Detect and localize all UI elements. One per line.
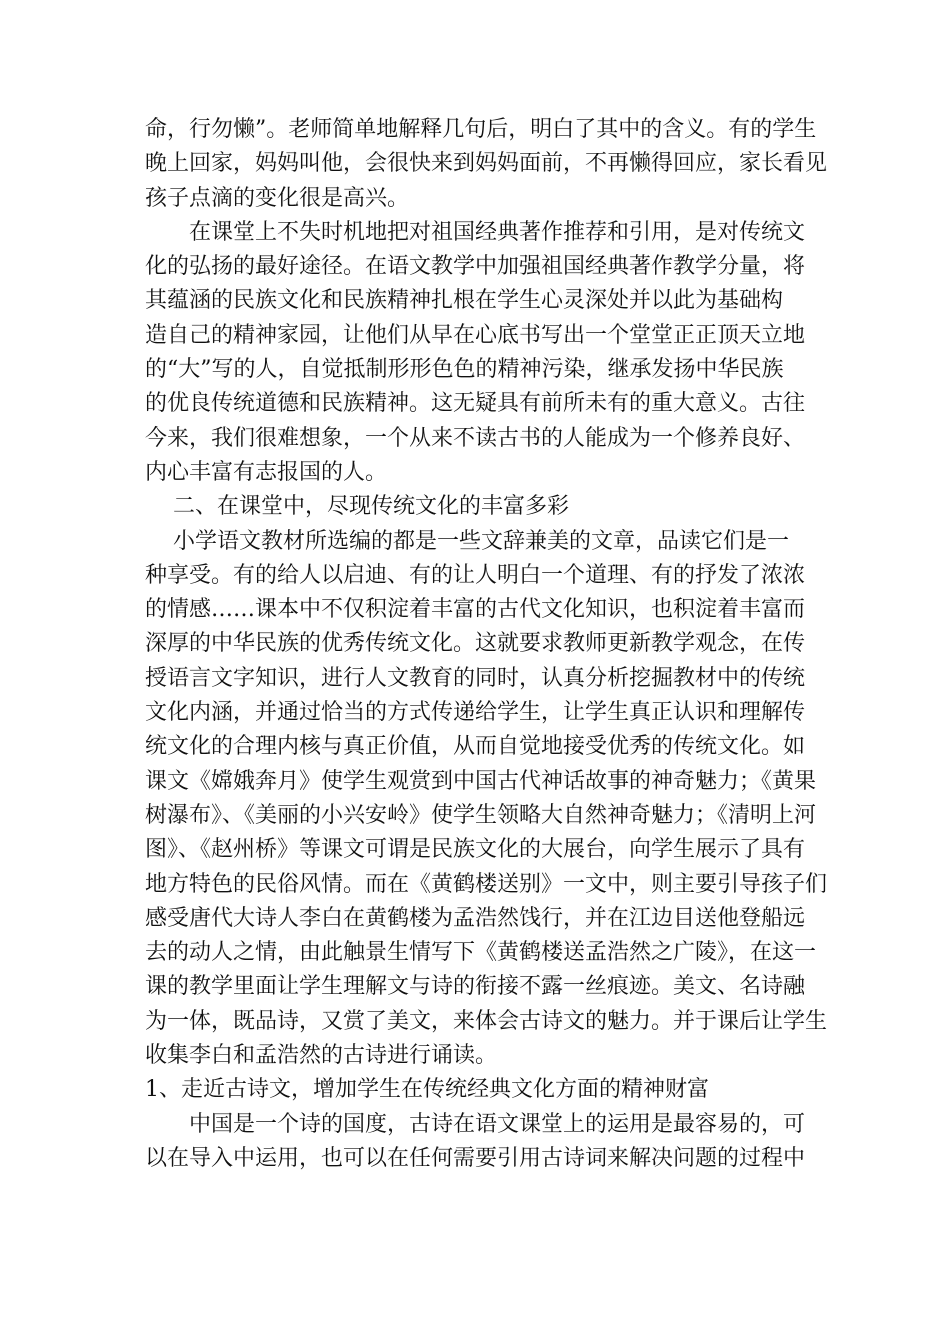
- text-line: 收集李白和孟浩然的古诗进行诵读。: [145, 1043, 498, 1069]
- paragraph-start: 中国是一个诗的国度，古诗在语文课堂上的运用是最容易的，可: [189, 1111, 806, 1137]
- section-heading: 二、在课堂中，尽现传统文化的丰富多彩: [173, 494, 570, 520]
- text-line: 其蕴涵的民族文化和民族精神扎根在学生心灵深处并以此为基础构: [145, 288, 784, 314]
- text-line: 统文化的合理内核与真正价值，从而自觉地接受优秀的传统文化。如: [145, 734, 806, 760]
- text-line: 课的教学里面让学生理解文与诗的衔接不露一丝痕迹。美文、名诗融: [145, 974, 806, 1000]
- text-line: 晚上回家，妈妈叫他，会很快来到妈妈面前，不再懒得回应，家长看见: [145, 151, 828, 177]
- paragraph-start: 在课堂上不失时机地把对祖国经典著作推荐和引用，是对传统文: [189, 219, 806, 245]
- text-line: 树瀑布》、《美丽的小兴安岭》使学生领略大自然神奇魅力；《清明上河: [145, 802, 817, 828]
- text-line: 以在导入中运用，也可以在任何需要引用古诗词来解决问题的过程中: [145, 1145, 806, 1171]
- text-line: 命，行勿懒”。老师简单地解释几句后，明白了其中的含义。有的学生: [145, 117, 817, 142]
- text-line: 造自己的精神家园，让他们从早在心底书写出一个堂堂正正顶天立地: [145, 322, 806, 348]
- text-line: 内心丰富有志报国的人。: [145, 459, 388, 485]
- text-line: 的情感……课本中不仅积淀着丰富的古代文化知识，也积淀着丰富而: [145, 597, 806, 623]
- text-line: 图》、《赵州桥》等课文可谓是民族文化的大展台，向学生展示了具有: [145, 837, 806, 863]
- text-line: 孩子点滴的变化很是高兴。: [145, 185, 410, 211]
- text-line: 授语言文字知识，进行人文教育的同时，认真分析挖掘教材中的传统: [145, 665, 806, 691]
- text-line: 今来，我们很难想象，一个从来不读古书的人能成为一个修养良好、: [145, 425, 806, 451]
- text-line: 种享受。有的给人以启迪、有的让人明白一个道理、有的抒发了浓浓: [145, 562, 806, 588]
- paragraph-start: 小学语文教材所选编的都是一些文辞兼美的文章，品读它们是一: [173, 528, 790, 554]
- text-line: 感受唐代大诗人李白在黄鹤楼为孟浩然饯行，并在江边目送他登船远: [145, 905, 806, 931]
- text-line: 文化内涵，并通过恰当的方式传递给学生，让学生真正认识和理解传: [145, 700, 806, 726]
- subsection-heading: 1、走近古诗文，增加学生在传统经典文化方面的精神财富: [145, 1077, 709, 1103]
- text-line: 深厚的中华民族的优秀传统文化。这就要求教师更新教学观念，在传: [145, 631, 806, 657]
- text-line: 去的动人之情，由此触景生情写下《黄鹤楼送孟浩然之广陵》，在这一: [145, 940, 817, 966]
- text-line: 课文《嫦娥奔月》使学生观赏到中国古代神话故事的神奇魅力；《黄果: [145, 768, 817, 794]
- body-text: [145, 113, 828, 1176]
- text-line: 为一体，既品诗，又赏了美文，来体会古诗文的魅力。并于课后让学生: [145, 1008, 828, 1034]
- text-line: 化的弘扬的最好途径。在语文教学中加强祖国经典著作教学分量，将: [145, 254, 806, 280]
- text-line: 地方特色的民俗风情。而在《黄鹤楼送别》一文中，则主要引导孩子们: [145, 871, 828, 897]
- text-line: 的优良传统道德和民族精神。这无疑具有前所未有的重大意义。古往: [145, 391, 806, 417]
- text-line: 的“大”写的人，自觉抵制形形色色的精神污染，继承发扬中华民族: [145, 357, 784, 383]
